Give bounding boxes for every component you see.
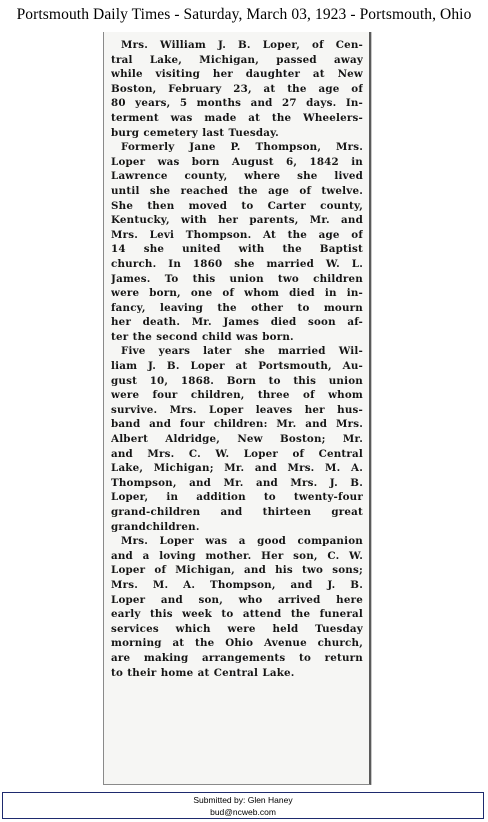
article-line: survive. Mrs. Loper leaves her hus- — [111, 403, 363, 416]
article-paragraph — [111, 534, 363, 680]
article-line: were born, one of whom died in in- — [111, 287, 363, 300]
article-line: gust 10, 1868. Born to this union — [111, 374, 363, 387]
article-line: Mrs. William J. B. Loper, of Cen- — [121, 39, 363, 51]
article-line: morning at the Ohio Avenue church, — [111, 637, 363, 650]
article-line: liam J. B. Loper at Portsmouth, Au- — [111, 360, 363, 373]
article-line: Mrs. M. A. Thompson, and J. B. — [111, 578, 363, 591]
article-line: and Mrs. C. W. Loper of Central — [111, 447, 363, 460]
article-line: her death. Mr. James died soon af- — [111, 316, 363, 329]
article-line: to their home at Central Lake. — [111, 666, 295, 679]
article-line: Loper of Michigan, and his two sons; — [111, 564, 363, 577]
article-line: grand-children and thirteen great — [111, 506, 363, 518]
article-line: Thompson, and Mr. and Mrs. J. B. — [111, 476, 363, 489]
article-line: and a loving mother. Her son, C. W. — [111, 549, 363, 562]
article-line: Boston, February 23, at the age of — [111, 82, 363, 95]
article-line: She then moved to Carter county, — [111, 199, 363, 212]
article-line: Formerly Jane P. Thompson, Mrs. — [121, 141, 363, 154]
article-line: Kentucky, with her parents, Mr. and — [111, 214, 363, 227]
article-line: fancy, leaving the other to mourn — [111, 301, 363, 314]
page-title: Portsmouth Daily Times - Saturday, March 03, 1923 - Portsmouth, Ohio — [16, 6, 472, 23]
article-line: Five years later she married Wil- — [121, 345, 363, 358]
article-line: until she reached the age of twelve. — [111, 184, 363, 197]
submission-footer — [2, 792, 484, 819]
article-line: Lake, Michigan; Mr. and Mrs. M. A. — [111, 462, 363, 475]
submitter-email[interactable]: bud@ncweb.com — [210, 807, 276, 817]
article-paragraph — [111, 38, 363, 140]
article-line: Loper, in addition to twenty-four — [111, 491, 363, 504]
obituary-article — [111, 38, 363, 680]
article-line: Mrs. Levi Thompson. At the age of — [111, 228, 363, 241]
article-line: while visiting her daughter at New — [111, 68, 363, 81]
article-paragraph — [111, 140, 363, 344]
submitted-by-text: Submitted by: Glen Haney — [193, 795, 293, 805]
article-line: services which were held Tuesday — [111, 622, 363, 635]
article-line: church. In 1860 she married W. L. — [111, 257, 363, 270]
article-line: Albert Aldridge, New Boston; Mr. — [111, 433, 363, 446]
article-line: Loper and son, who arrived here — [111, 593, 363, 606]
article-line: were four children, three of whom — [111, 389, 363, 402]
article-line: burg cemetery last Tuesday. — [111, 126, 279, 139]
article-line: grandchildren. — [111, 520, 200, 533]
article-line: tral Lake, Michigan, passed away — [111, 53, 363, 66]
article-line: early this week to attend the funeral — [111, 608, 363, 621]
article-line: Lawrence county, where she lived — [111, 170, 363, 183]
article-line: Mrs. Loper was a good companion — [121, 535, 363, 548]
article-line: Loper was born August 6, 1842 in — [111, 155, 363, 168]
article-line: 14 she united with the Baptist — [111, 243, 363, 256]
article-line: are making arrangements to return — [111, 651, 363, 664]
article-paragraph — [111, 344, 363, 534]
newspaper-clipping — [103, 32, 371, 785]
article-line: ter the second child was born. — [111, 330, 294, 343]
article-line: James. To this union two children — [111, 272, 363, 285]
article-line: terment was made at the Wheelers- — [111, 111, 363, 124]
article-line: band and four children: Mr. and Mrs. — [111, 418, 363, 431]
article-line: 80 years, 5 months and 27 days. In- — [111, 97, 363, 110]
